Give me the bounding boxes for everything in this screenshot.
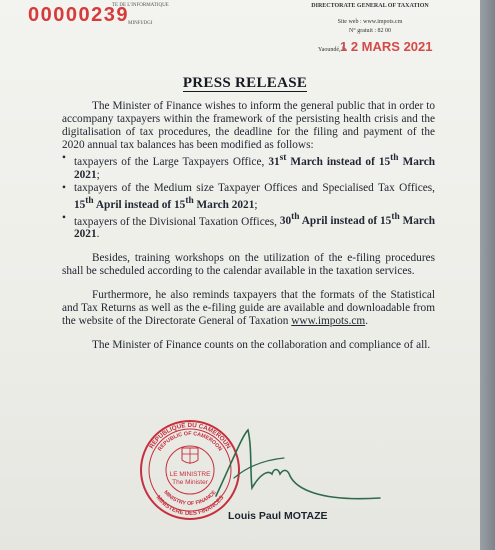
page-title <box>0 75 480 92</box>
bullet-icon: • <box>62 152 66 164</box>
training-paragraph: Besides, training workshops on the utilization of the e-filing procedures shall be scheduled according to the calendar available in the taxation services. <box>62 252 435 278</box>
directorate-title: DIRECTORATE GENERAL OF TAXATION <box>311 3 429 9</box>
date-stamp: 1 2 MARS 2021 <box>340 39 433 54</box>
page-title-text: PRESS RELEASE <box>182 75 308 91</box>
coat-of-arms-icon <box>182 448 198 464</box>
intro-paragraph: The Minister of Finance wishes to inform the general public that in order to accompany taxpayers within the framework of the persisting health crisis and the digitalisation of tax procedures, the deadline for the filing and payment of the 2020 annual tax balances has been modified as follows: <box>62 100 435 151</box>
seal-inner-top-text: REPUBLIC OF CAMEROON <box>157 431 223 453</box>
signatory-name: Louis Paul MOTAZE <box>228 510 328 522</box>
header-right-block <box>300 2 440 36</box>
seal-center-line2: The Minister <box>172 479 208 486</box>
website-line: Site web : www.impots.cm <box>337 19 403 25</box>
deadline-list <box>62 152 435 241</box>
green-number-line: N° gratuit : 82 00 <box>348 28 392 34</box>
list-item: • taxpayers of the Large Taxpayers Office, 31st March instead of 15th March 2021; <box>62 152 435 181</box>
impots-website-link[interactable]: www.impots.cm <box>291 315 366 328</box>
scan-background-edge <box>480 0 495 550</box>
release-body <box>62 100 435 352</box>
header-left-line2: MINFI/DGI <box>128 21 153 26</box>
bullet-icon: • <box>62 181 66 194</box>
formats-paragraph: Furthermore, he also reminds taxpayers that the formats of the Statistical and Tax Returns as well as the e-filing guide are available and downloadable from the website of the Directorate General of Taxation www.impots.cm. <box>62 289 435 328</box>
seal-center-line1: LE MINISTRE <box>169 471 211 478</box>
bullet-icon: • <box>62 211 66 224</box>
date-prefix: Yaoundé, le <box>318 47 347 53</box>
list-item: • taxpayers of the Medium size Taxpayer Offices and Specialised Tax Offices, 15th April instead of 15th March 2021; <box>62 181 435 211</box>
header-left-line1: TE DE L'INFORMATIQUE <box>112 3 169 8</box>
list-item: • taxpayers of the Divisional Taxation Offices, 30th April instead of 15th March 2021. <box>62 211 435 241</box>
closing-paragraph: The Minister of Finance counts on the collaboration and compliance of all. <box>92 339 431 352</box>
seal-outer-top-text: REPUBLIQUE DU CAMEROUN <box>148 421 232 451</box>
signature-icon <box>208 418 388 506</box>
seal-inner-bottom-text: MINISTRY OF FINANCE <box>162 489 218 508</box>
seal-outer-bottom-text: MINISTERE DES FINANCES <box>154 494 226 518</box>
reference-number-stamp: 00000239 <box>28 4 129 26</box>
